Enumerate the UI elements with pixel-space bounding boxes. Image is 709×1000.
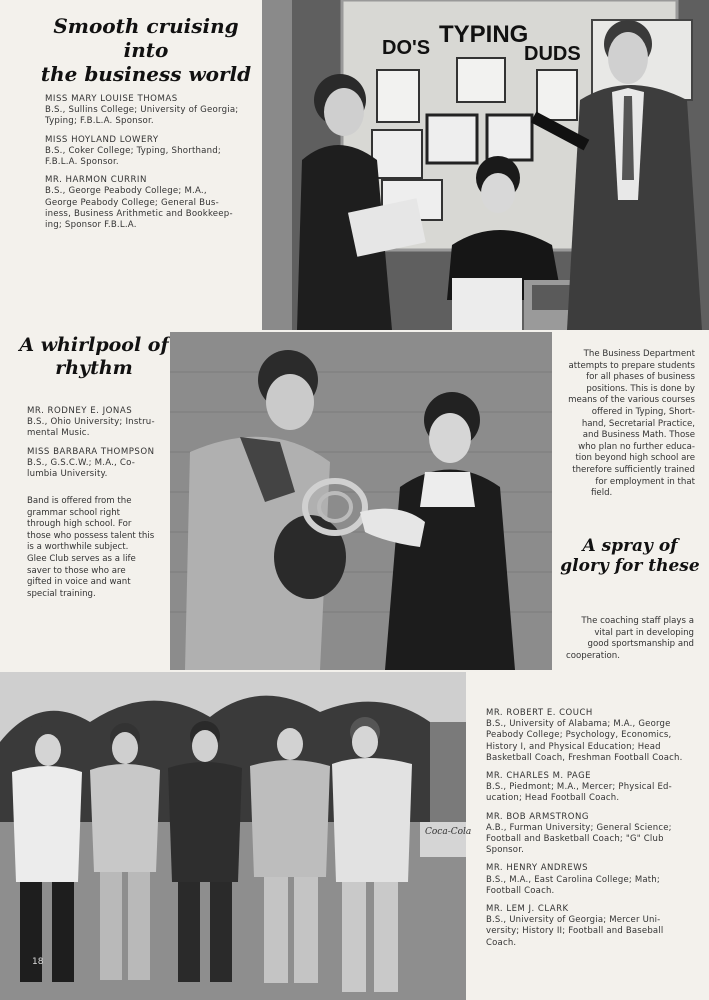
- coaching-heading: [558, 536, 702, 577]
- paragraph-line: for all phases of business: [586, 372, 695, 383]
- faculty-detail: iness, Business Arithmetic and Bookkeep-: [45, 208, 233, 219]
- business-heading: [30, 14, 262, 86]
- faculty-detail: Peabody College; Psychology, Economics,: [486, 730, 672, 741]
- faculty-detail: B.S., Ohio University; Instru-: [27, 417, 155, 428]
- music-faculty-list: [27, 406, 157, 487]
- business-heading-line1: Smooth cruising into: [53, 14, 239, 62]
- typing-class-photo: [262, 0, 709, 330]
- faculty-name: MR. RODNEY E. JONAS: [27, 406, 133, 416]
- music-heading-line2: rhythm: [55, 356, 133, 379]
- coca-cola-sign: Coca-Cola: [425, 827, 472, 837]
- faculty-name: MR. CHARLES M. PAGE: [486, 771, 592, 782]
- faculty-entry: [45, 94, 257, 128]
- faculty-detail: B.S., Piedmont; M.A., Mercer; Physical Ed-: [486, 782, 672, 793]
- paragraph-line: special training.: [27, 588, 96, 599]
- business-faculty-list: [45, 94, 257, 238]
- faculty-detail: Football Coach.: [486, 885, 555, 896]
- faculty-entry: [486, 904, 696, 949]
- typing-sign-center: TYPING: [439, 21, 529, 48]
- faculty-detail: George Peabody College; General Bus-: [45, 197, 219, 208]
- coaching-faculty-list: [486, 708, 696, 956]
- faculty-detail: Typing; F.B.L.A. Sponsor.: [45, 116, 154, 127]
- paragraph-line: cooperation.: [566, 650, 620, 661]
- faculty-detail: B.S., M.A., East Carolina College; Math;: [486, 874, 660, 885]
- coaches-photo: [0, 672, 472, 1000]
- paragraph-line: field.: [591, 488, 613, 499]
- faculty-entry: [486, 708, 696, 764]
- paragraph-line: Band is offered from the: [27, 496, 132, 506]
- faculty-detail: ucation; Head Football Coach.: [486, 793, 620, 804]
- faculty-detail: Football and Basketball Coach; "G" Club: [486, 834, 664, 845]
- faculty-name: MISS MARY LOUISE THOMAS: [45, 94, 178, 104]
- typing-sign-right: DUDS: [524, 43, 581, 65]
- coaching-heading-line1: A spray of: [582, 536, 678, 556]
- coaching-paragraph: [566, 616, 694, 662]
- faculty-detail: versity; History II; Football and Baseball: [486, 926, 664, 937]
- faculty-detail: B.S., George Peabody College; M.A.,: [45, 186, 207, 197]
- page-number: 18: [32, 957, 44, 967]
- paragraph-line: is a worthwhile subject.: [27, 542, 129, 553]
- paragraph-line: attempts to prepare students: [568, 360, 695, 371]
- faculty-detail: B.S., University of Georgia; Mercer Uni-: [486, 915, 661, 926]
- paragraph-line: those who possess talent this: [27, 530, 155, 541]
- music-heading: [14, 334, 174, 380]
- faculty-name: MR. HENRY ANDREWS: [486, 863, 589, 874]
- paragraph-line: tion beyond high school are: [575, 453, 695, 464]
- paragraph-line: therefore sufficiently trained: [572, 464, 695, 475]
- music-paragraph: [27, 496, 155, 600]
- typing-sign-left: DO'S: [382, 37, 431, 59]
- faculty-name: MR. BOB ARMSTRONG: [486, 811, 589, 822]
- faculty-detail: History I, and Physical Education; Head: [486, 741, 661, 752]
- paragraph-line: The Business Department: [583, 349, 695, 359]
- faculty-detail: B.S., Coker College; Typing, Shorthand;: [45, 145, 222, 156]
- faculty-detail: Sponsor.: [486, 845, 525, 856]
- paragraph-line: who plan no further educa-: [578, 441, 695, 452]
- faculty-entry: [27, 406, 157, 440]
- faculty-detail: B.S., University of Alabama; M.A., George: [486, 719, 671, 730]
- music-heading-line1: A whirlpool of: [19, 334, 169, 356]
- paragraph-line: and Business Math. Those: [582, 430, 695, 441]
- band-photo: [170, 332, 552, 670]
- faculty-name: MR. HARMON CURRIN: [45, 175, 147, 186]
- faculty-name: MR. LEM J. CLARK: [486, 904, 569, 915]
- faculty-name: MISS HOYLAND LOWERY: [45, 134, 159, 145]
- paragraph-line: for employment in that: [595, 476, 695, 487]
- faculty-name: MISS BARBARA THOMPSON: [27, 446, 155, 457]
- faculty-detail: Basketball Coach, Freshman Football Coach.: [486, 752, 683, 763]
- paragraph-line: positions. This is done by: [586, 383, 695, 394]
- paragraph-line: vital part in developing: [594, 627, 694, 638]
- faculty-detail: ing; Sponsor F.B.L.A.: [45, 220, 137, 231]
- faculty-detail: B.S., G.S.C.W.; M.A., Co-: [27, 457, 136, 468]
- paragraph-line: hand, Secretarial Practice,: [581, 418, 695, 429]
- faculty-entry: [486, 863, 696, 897]
- faculty-entry: [27, 447, 157, 481]
- faculty-entry: [45, 135, 257, 169]
- paragraph-line: through high school. For: [27, 519, 132, 530]
- paragraph-line: The coaching staff plays a: [581, 616, 694, 626]
- business-heading-line2: the business world: [40, 62, 252, 86]
- faculty-detail: mental Music.: [27, 428, 90, 439]
- paragraph-line: grammar school right: [27, 507, 121, 518]
- faculty-entry: [486, 812, 696, 857]
- paragraph-line: saver to those who are: [27, 565, 126, 576]
- paragraph-line: gifted in voice and want: [27, 577, 131, 588]
- paragraph-line: means of the various courses: [568, 395, 695, 406]
- faculty-entry: [45, 175, 257, 231]
- coaching-heading-line2: glory for these: [560, 556, 700, 577]
- business-paragraph: [557, 349, 695, 500]
- paragraph-line: good sportsmanship and: [587, 639, 694, 650]
- faculty-detail: B.S., Sullins College; University of Georgia;: [45, 105, 239, 116]
- faculty-detail: Coach.: [486, 937, 517, 948]
- faculty-detail: F.B.L.A. Sponsor.: [45, 157, 119, 168]
- faculty-entry: [486, 771, 696, 805]
- faculty-detail: A.B., Furman University; General Science;: [486, 822, 672, 833]
- paragraph-line: Glee Club serves as a life: [27, 553, 136, 564]
- faculty-name: MR. ROBERT E. COUCH: [486, 708, 593, 718]
- paragraph-line: offered in Typing, Short-: [591, 406, 695, 417]
- faculty-detail: lumbia University.: [27, 469, 108, 480]
